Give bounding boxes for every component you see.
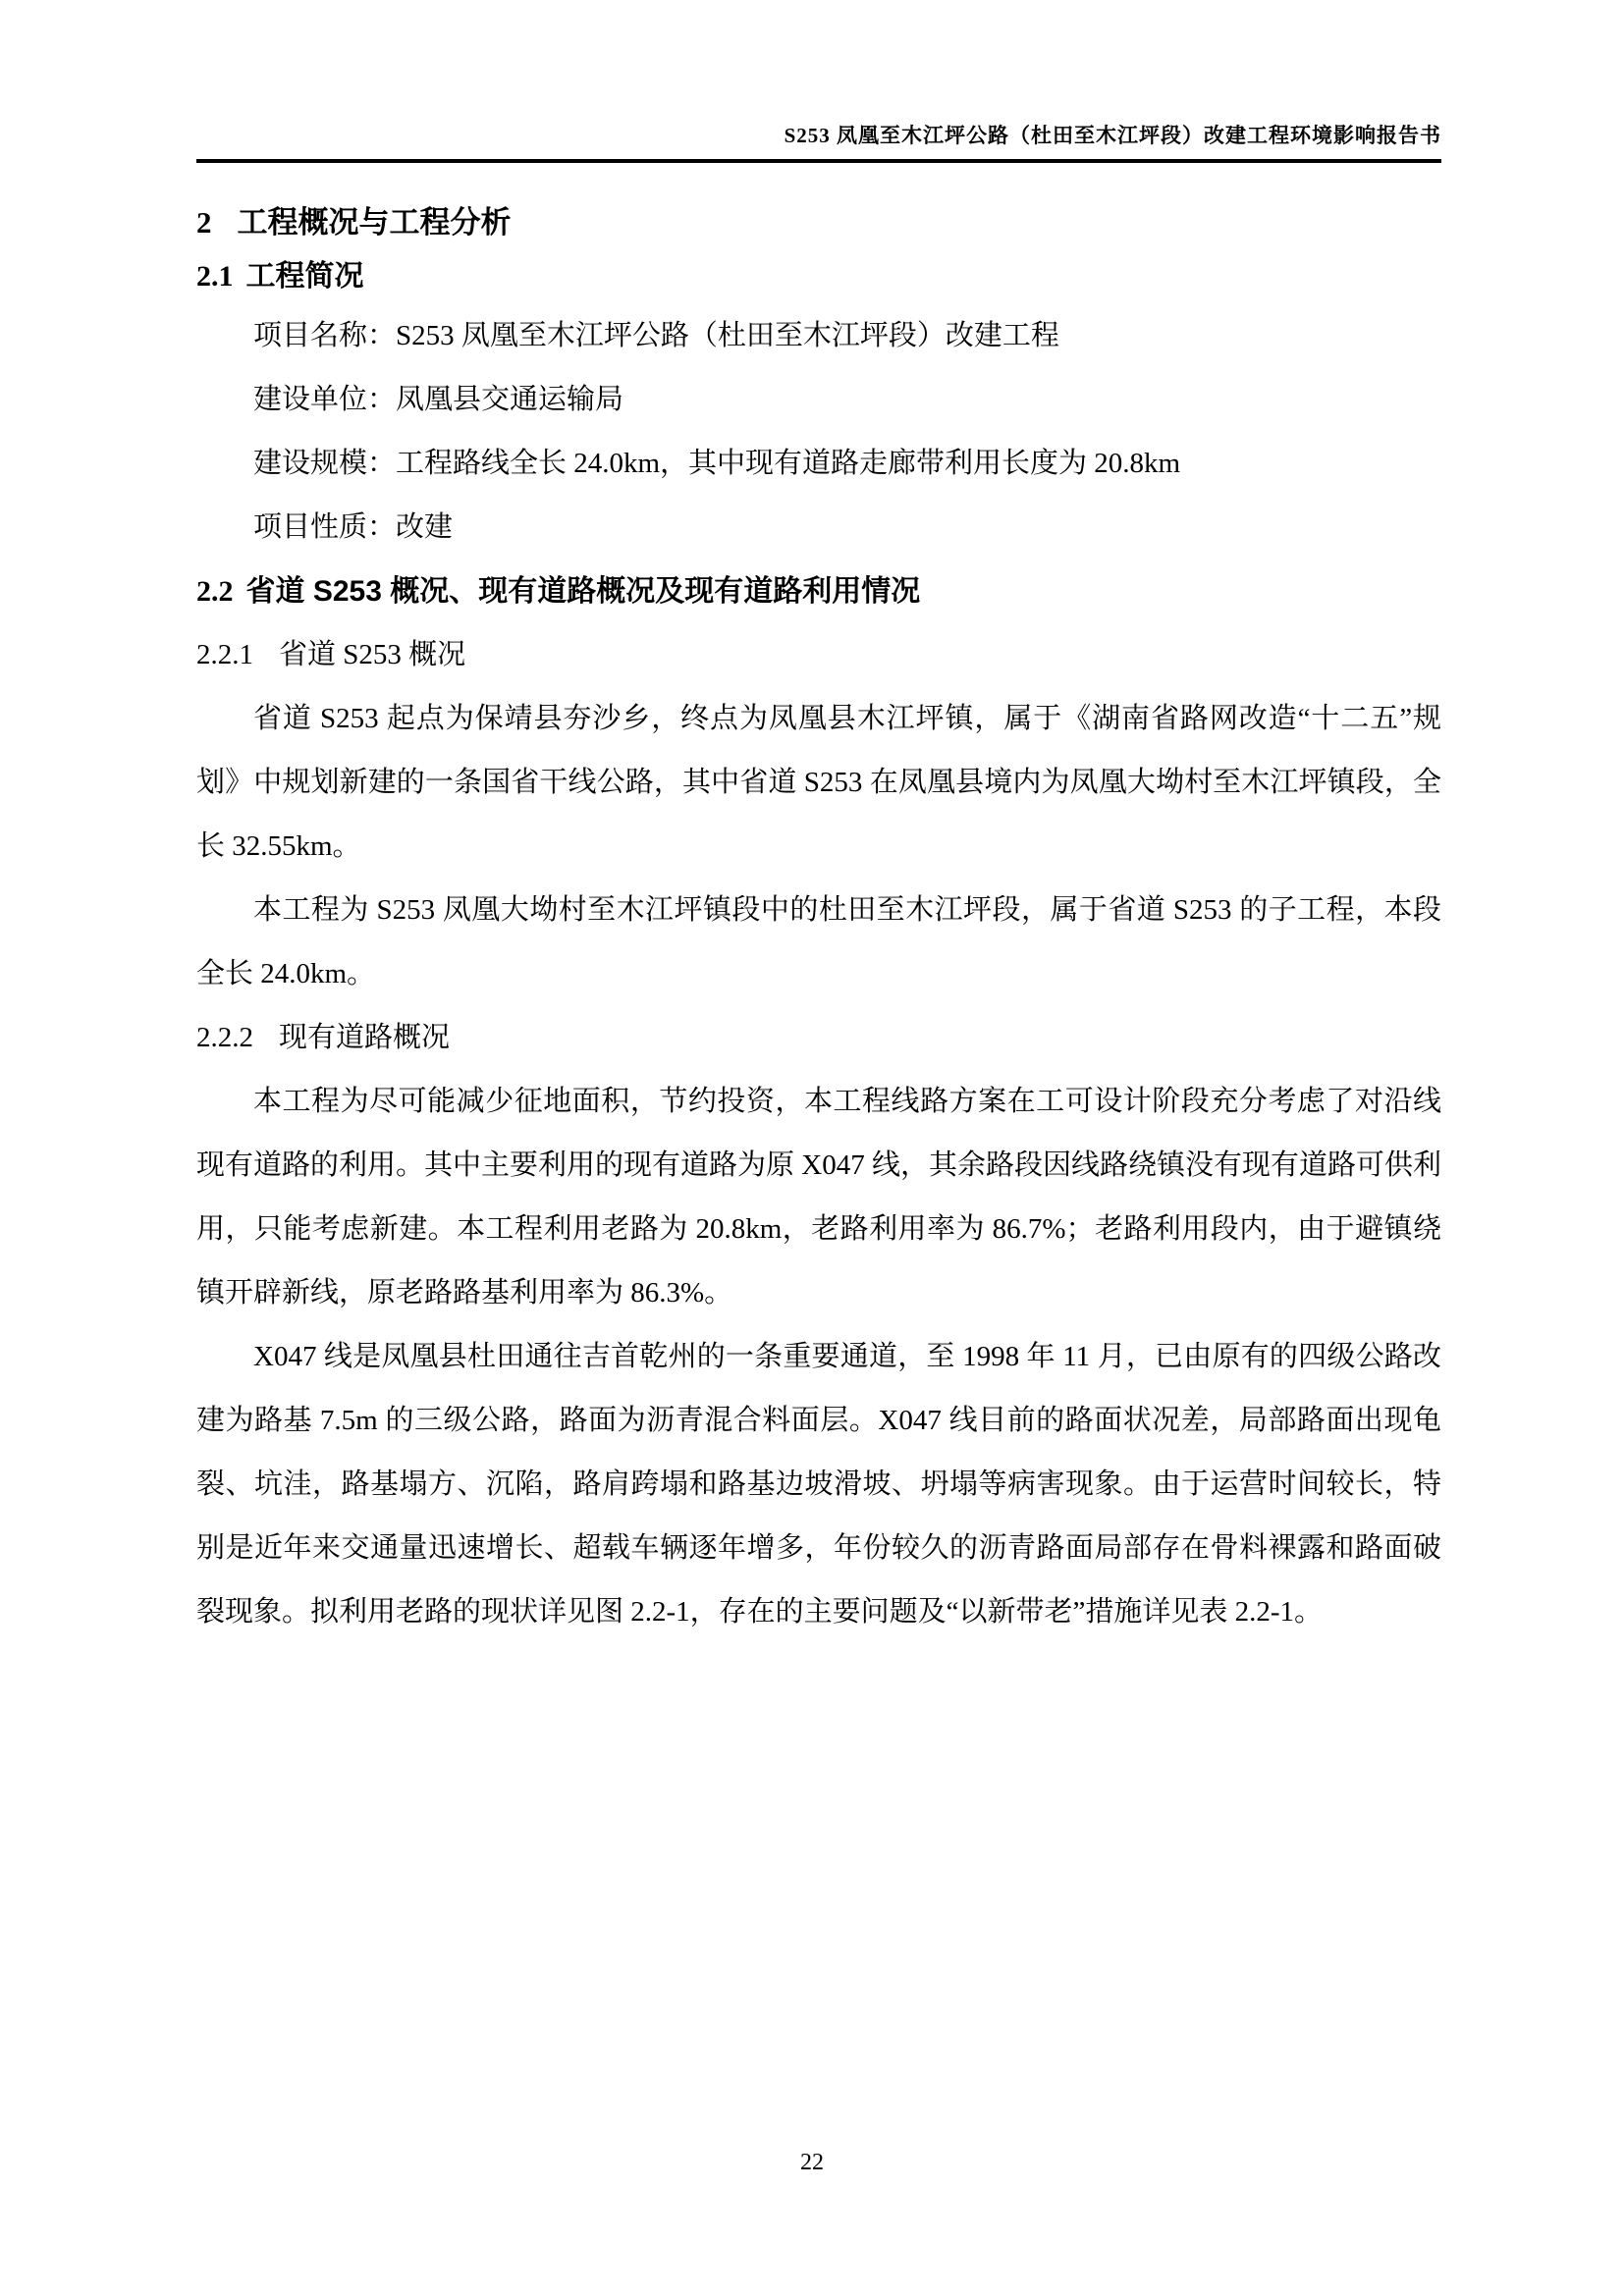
section-title-2-1: 工程简况 — [245, 260, 364, 293]
chapter-title: 工程概况与工程分析 — [237, 205, 512, 240]
subsection-number-2-2-1: 2.2.1 — [196, 639, 253, 670]
page-number: 22 — [800, 2150, 824, 2175]
subsection-heading-2-2-2 — [196, 1006, 1441, 1070]
header-title: S253 凤凰至木江坪公路（杜田至木江坪段）改建工程环境影响报告书 — [784, 124, 1441, 147]
project-name-line: 项目名称：S253 凤凰至木江坪公路（杜田至木江坪段）改建工程 — [253, 320, 1059, 351]
subsection-heading-2-2-1 — [196, 623, 1441, 687]
page-footer — [0, 2150, 1624, 2176]
paragraph-road-utilization: 本工程为尽可能减少征地面积，节约投资，本工程线路方案在工可设计阶段充分考虑了对沿线现有道路的利用。其中主要利用的现有道路为原 X047 线，其余路段因线路绕镇没有现有道路可供利用，只能考虑新建。本工程利用老路为 20.8km，老路利用率为 86.7%；老路利用段内，由于避镇绕镇开辟新线，原老路路基利用率为 86.3%。 — [196, 1086, 1441, 1308]
subsection-number-2-2-2: 2.2.2 — [196, 1022, 253, 1053]
section-title-2-2: 省道 S253 概况、现有道路概况及现有道路利用情况 — [245, 575, 921, 608]
paragraph-s253-overview: 省道 S253 起点为保靖县夯沙乡，终点为凤凰县木江坪镇，属于《湖南省路网改造“十二五”规划》中规划新建的一条国省干线公路，其中省道 S253 在凤凰县境内为凤凰大坳村至木江坪镇段，全长 32.55km。 — [196, 703, 1441, 862]
subsection-title-2-2-2: 现有道路概况 — [279, 1022, 451, 1053]
section-heading-2-1 — [196, 249, 1441, 304]
paragraph-x047-condition: X047 线是凤凰县杜田通往吉首乾州的一条重要通道，至 1998 年 11 月，已由原有的四级公路改建为路基 7.5m 的三级公路，路面为沥青混合料面层。X047 线目前的路面状况差，局部路面出现龟裂、坑洼，路基塌方、沉陷，路肩跨塌和路基边坡滑坡、坍塌等病害现象。由于运营时间较长，特别是近年来交通量迅速增长、超载车辆逐年增多，年份较久的沥青路面局部存在骨料裸露和路面破裂现象。拟利用老路的现状详见图 2.2-1，存在的主要问题及“以新带老”措施详见表 2.2-1。 — [196, 1341, 1441, 1628]
chapter-number: 2 — [196, 205, 212, 240]
section-heading-2-2 — [196, 560, 1441, 623]
chapter-heading — [196, 196, 1441, 249]
project-nature-line: 项目性质：改建 — [253, 511, 454, 543]
document-body — [196, 196, 1441, 1644]
construction-scale-line: 建设规模：工程路线全长 24.0km，其中现有道路走廊带利用长度为 20.8km — [253, 448, 1181, 479]
construction-unit-line: 建设单位：凤凰县交通运输局 — [253, 384, 624, 415]
section-number-2-1: 2.1 — [196, 260, 234, 293]
page-header — [196, 0, 1441, 163]
paragraph-project-segment: 本工程为 S253 凤凰大坳村至木江坪镇段中的杜田至木江坪段，属于省道 S253 的子工程，本段全长 24.0km。 — [196, 894, 1441, 989]
subsection-title-2-2-1: 省道 S253 概况 — [279, 639, 466, 670]
section-number-2-2: 2.2 — [196, 575, 234, 608]
